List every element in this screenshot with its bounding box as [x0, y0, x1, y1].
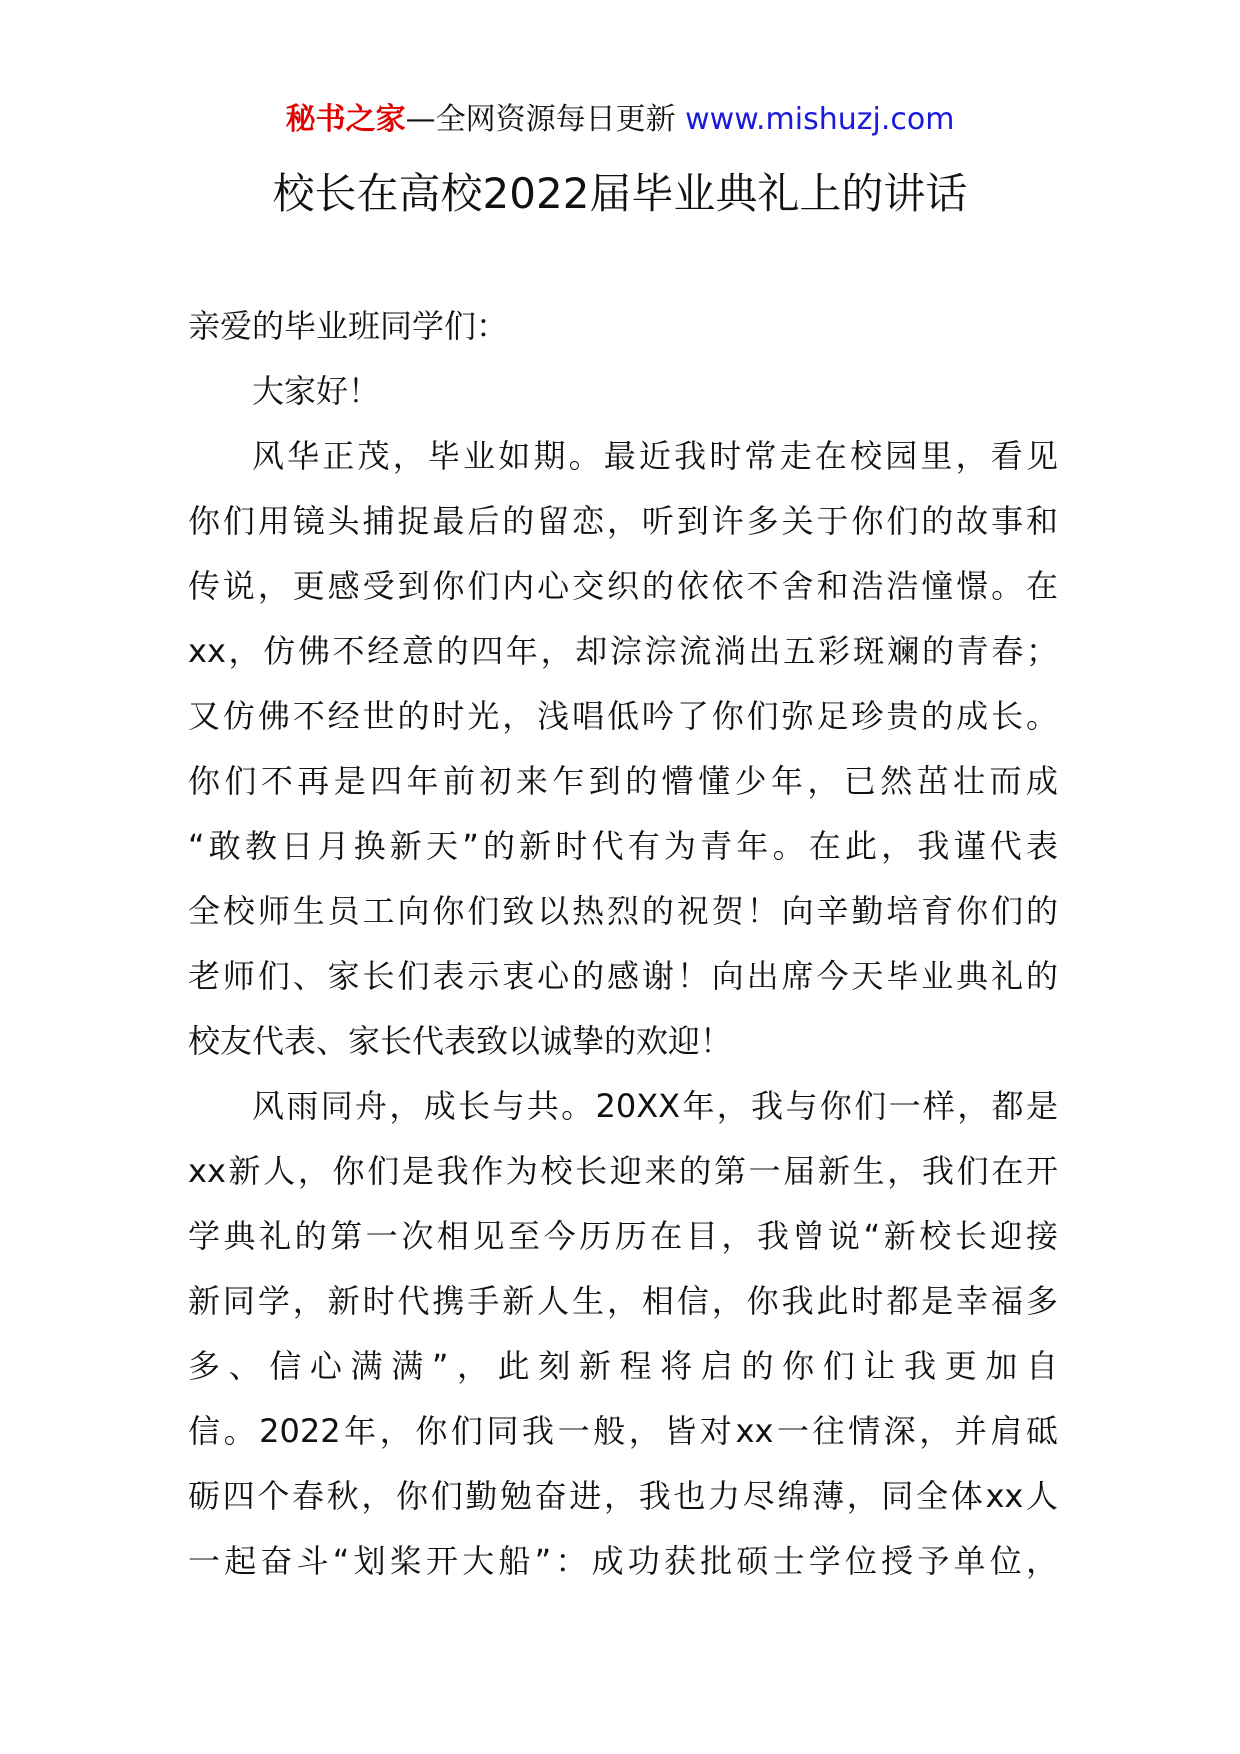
text-line: 传说，更感受到你们内心交织的依依不舍和浩浩憧憬。在	[188, 567, 1058, 605]
brand-name: 秘书之家	[285, 102, 406, 137]
speech-body	[188, 294, 1058, 1594]
text-line: 风雨同舟，成长与共。20XX年，我与你们一样，都是	[252, 1087, 1058, 1125]
site-url-link[interactable]: www.mishuzj.com	[685, 102, 955, 137]
text-line: 你们用镜头捕捉最后的留恋，听到许多关于你们的故事和	[188, 502, 1058, 540]
salutation-line: 亲爱的毕业班同学们：	[188, 307, 509, 345]
text-line: 全校师生员工向你们致以热烈的祝贺！向辛勤培育你们的	[188, 892, 1058, 930]
text-line: xx，仿佛不经意的四年，却淙淙流淌出五彩斑斓的青春；	[188, 632, 1058, 670]
text-line: xx新人，你们是我作为校长迎来的第一届新生，我们在开	[188, 1152, 1058, 1190]
text-line: 老师们、家长们表示衷心的感谢！向出席今天毕业典礼的	[188, 957, 1058, 995]
page-title: 校长在高校2022届毕业典礼上的讲话	[272, 169, 968, 218]
text-line: 你们不再是四年前初来乍到的懵懂少年，已然茁壮而成	[188, 762, 1058, 800]
text-line: 一起奋斗“划桨开大船”：成功获批硕士学位授予单位，	[188, 1542, 1058, 1580]
text-line: 校友代表、家长代表致以诚挚的欢迎！	[188, 1022, 733, 1060]
greeting-line: 大家好！	[252, 372, 381, 410]
text-line: “敢教日月换新天”的新时代有为青年。在此，我谨代表	[188, 827, 1058, 865]
header-slogan: —全网资源每日更新	[405, 102, 676, 137]
text-line: 多、信心满满”，此刻新程将启的你们让我更加自	[188, 1347, 1058, 1385]
text-line: 砺四个春秋，你们勤勉奋进，我也力尽绵薄，同全体xx人	[188, 1477, 1058, 1515]
text-line: 新同学，新时代携手新人生，相信，你我此时都是幸福多	[188, 1282, 1058, 1320]
text-line: 信。2022年，你们同我一般，皆对xx一往情深，并肩砥	[188, 1412, 1058, 1450]
site-header	[0, 100, 1240, 140]
text-line: 风华正茂，毕业如期。最近我时常走在校园里，看见	[252, 437, 1058, 475]
text-line: 又仿佛不经世的时光，浅唱低吟了你们弥足珍贵的成长。	[188, 697, 1058, 735]
text-line: 学典礼的第一次相见至今历历在目，我曾说“新校长迎接	[188, 1217, 1058, 1255]
